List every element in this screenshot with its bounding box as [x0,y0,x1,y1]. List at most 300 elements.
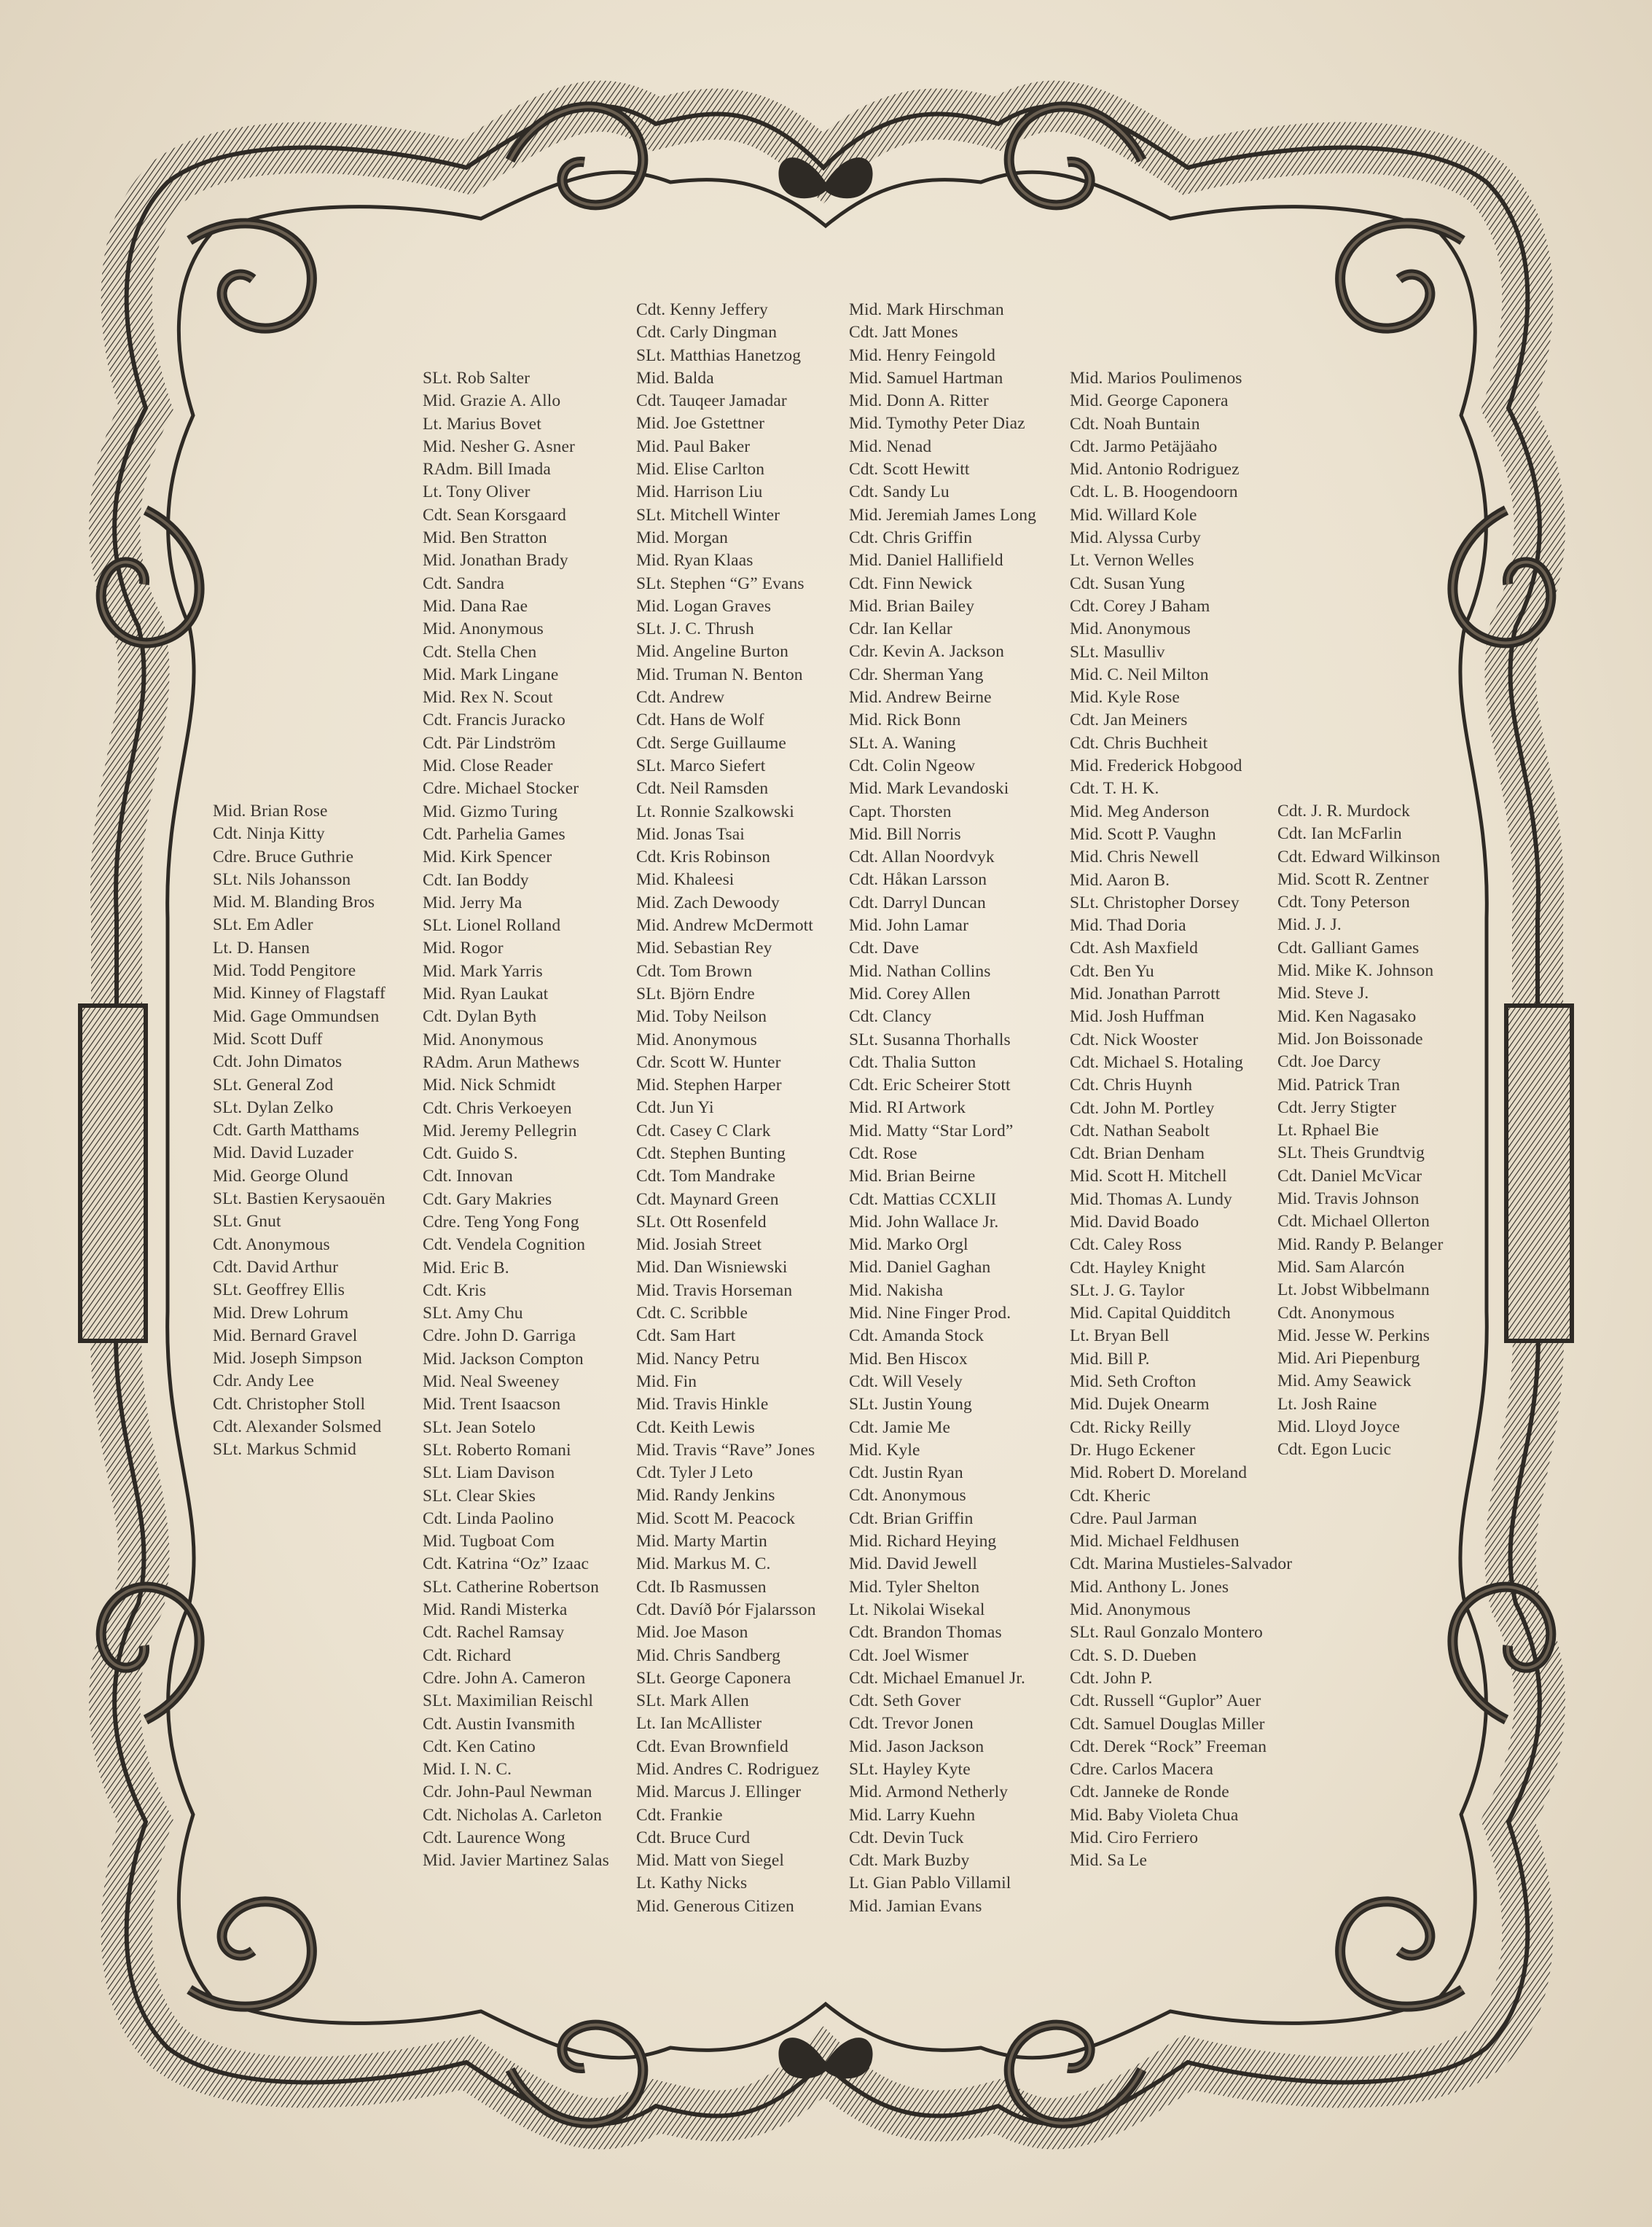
backer-name: Cdt. Stella Chen [423,642,537,662]
backer-name: SLt. Liam Davison [423,1463,555,1483]
backer-name: Cdt. Francis Juracko [423,711,565,730]
backer-name: Mid. Jeremy Pellegrin [423,1121,577,1140]
backer-name: Cdt. Allan Noordvyk [849,848,995,867]
backer-name: Mid. Ari Piepenburg [1277,1349,1420,1369]
backer-name: Cdt. Joe Darcy [1277,1052,1381,1072]
backer-name: Mid. Anonymous [1070,1600,1191,1620]
backer-name: Lt. Kathy Nicks [636,1874,748,1893]
backer-name: Mid. J. J. [1277,915,1342,935]
backer-name: Mid. Larry Kuehn [849,1805,976,1825]
backer-name: Cdt. Sean Korsgaard [423,505,567,525]
backer-name: SLt. Catherine Robertson [423,1577,599,1597]
backer-name: Mid. Marko Orgl [849,1235,968,1255]
backer-name: Cdt. Eric Scheirer Stott [849,1076,1011,1095]
backer-name: Mid. Frederick Hobgood [1070,756,1242,776]
backer-name: Mid. Scott P. Vaughn [1070,824,1216,844]
backer-name: Cdre. Carlos Macera [1070,1760,1214,1780]
backer-name: Cdre. John A. Cameron [423,1668,586,1688]
backer-name: Mid. Robert D. Moreland [1070,1463,1248,1483]
backer-name: Cdt. Linda Paolino [423,1508,555,1528]
backer-name: Cdt. J. R. Murdock [1277,802,1410,821]
backer-name: Cdt. Anonymous [213,1234,330,1254]
backer-name: Cdt. Innovan [423,1167,513,1186]
backer-name: Mid. Randy Jenkins [636,1486,775,1506]
backer-name: SLt. Lionel Rolland [423,916,561,936]
backer-name: Cdt. Joel Wismer [849,1645,969,1665]
backer-name: Cdt. Håkan Larsson [849,870,987,890]
backer-name: Cdt. Keith Lewis [636,1417,755,1437]
backer-name: Mid. Jamian Evans [849,1896,982,1916]
backer-name: Mid. Ryan Laukat [423,985,549,1004]
backer-name: Cdt. Samuel Douglas Miller [1070,1714,1265,1734]
backer-name: Cdt. Kenny Jeffery [636,300,768,319]
backer-name: Cdt. Vendela Cognition [423,1235,586,1255]
backer-name: Cdre. John D. Garriga [423,1326,576,1346]
backer-name: Mid. Drew Lohrum [213,1303,349,1323]
backer-name: Cdt. Brian Griffin [849,1508,974,1528]
backer-name: Cdt. Frankie [636,1805,723,1825]
backer-name: SLt. A. Waning [849,733,956,753]
backer-name: Cdr. Ian Kellar [849,619,952,639]
backer-name: Mid. Ben Hiscox [849,1349,968,1369]
backer-name: Mid. Eric B. [423,1258,509,1277]
name-column-6 [1277,800,1443,1462]
backer-name: Mid. Josiah Street [636,1235,762,1255]
backer-name: Mid. C. Neil Milton [1070,665,1209,684]
backer-name: Cdt. Tom Mandrake [636,1167,775,1186]
name-column-3 [636,299,819,1918]
backer-name: Mid. Chris Newell [1070,848,1199,867]
backer-name: Mid. Javier Martinez Salas [423,1851,609,1871]
backer-name: Cdt. Evan Brownfield [636,1737,788,1756]
name-column-2 [423,367,609,1873]
backer-name: Mid. Seth Crofton [1070,1372,1197,1392]
backer-name: Mid. Josh Huffman [1070,1007,1205,1027]
backer-name: Mid. Joe Gstettner [636,414,765,434]
backer-name: Cdt. Andrew [636,688,725,708]
backer-name: Dr. Hugo Eckener [1070,1440,1195,1460]
backer-name: SLt. Björn Endre [636,984,755,1003]
backer-name: Cdt. Serge Guillaume [636,733,786,753]
backer-name: Mid. Nick Schmidt [423,1076,556,1095]
backer-name: Mid. Brian Beirne [849,1167,976,1186]
backer-name: Mid. Baby Violeta Chua [1070,1805,1239,1825]
backer-name: Cdt. Gary Makries [423,1189,552,1209]
backer-name: Cdre. Bruce Guthrie [213,847,354,866]
backer-name: Mid. Mark Lingane [423,665,559,684]
backer-name: Lt. Vernon Welles [1070,551,1194,571]
backer-name: Cdt. Tony Peterson [1277,893,1410,912]
backer-name: Mid. Jonathan Brady [423,551,568,571]
backer-name: Mid. Jerry Ma [423,893,522,912]
backer-name: Lt. Marius Bovet [423,414,541,434]
backer-name: SLt. Geoffrey Ellis [213,1280,345,1300]
backer-name: Cdt. Russell “Guplor” Auer [1070,1691,1261,1711]
backer-name: Cdt. John P. [1070,1668,1153,1688]
backer-name: Mid. Steve J. [1277,984,1369,1003]
backer-name: Cdt. John Dimatos [213,1052,342,1072]
backer-name: Mid. Ben Stratton [423,528,547,548]
backer-name: Mid. Daniel Gaghan [849,1258,991,1277]
backer-name: Cdt. Chris Buchheit [1070,733,1208,753]
backer-name: Mid. John Lamar [849,916,969,936]
backer-name: Mid. Fin [636,1371,697,1391]
backer-name: Cdt. Anonymous [849,1486,966,1506]
backer-name: Cdt. Jamie Me [849,1417,951,1437]
backer-name: SLt. Rob Salter [423,369,531,388]
backer-name: Cdt. Mark Buzby [849,1851,970,1871]
backer-name: Cdt. Nathan Seabolt [1070,1121,1210,1140]
backer-name: Cdt. Kris [423,1280,487,1300]
backer-name: Mid. David Jewell [849,1554,977,1574]
backer-name: Mid. Paul Baker [636,437,751,456]
backer-name: Mid. Sebastian Rey [636,939,772,958]
backer-name: Mid. Rick Bonn [849,711,961,730]
backer-name: Mid. John Wallace Jr. [849,1212,999,1232]
backer-name: Mid. Joseph Simpson [213,1349,362,1369]
backer-name: Lt. Jobst Wibbelmann [1277,1280,1430,1300]
backer-name: Mid. Dana Rae [423,596,528,616]
backer-name: Mid. Rex N. Scout [423,688,553,708]
backer-name: Cdt. Jun Yi [636,1098,714,1118]
backer-name: Mid. Ciro Ferriero [1070,1828,1199,1847]
backer-name: Mid. Gizmo Turing [423,802,558,821]
backer-name: Mid. Tyler Shelton [849,1577,980,1597]
backer-name: Cdt. Hayley Knight [1070,1258,1206,1277]
backer-name: Mid. Nancy Petru [636,1349,760,1369]
backer-name: Cdt. Pär Lindström [423,733,556,753]
backer-name: Cdt. Christopher Stoll [213,1394,366,1414]
backer-name: Mid. Patrick Tran [1277,1075,1401,1095]
backer-name: Mid. Ken Nagasako [1277,1006,1417,1026]
backer-name: Cdt. Noah Buntain [1070,414,1200,434]
backer-name: Mid. Matt von Siegel [636,1851,785,1871]
backer-name: SLt. General Zod [213,1075,334,1095]
backer-name: Mid. Joe Mason [636,1623,748,1643]
backer-name: SLt. Em Adler [213,915,313,935]
name-column-5 [1070,367,1292,1873]
backer-name: Cdt. Dylan Byth [423,1007,537,1027]
backer-name: Mid. Antonio Rodriguez [1070,460,1240,480]
backer-name: Mid. Thomas A. Lundy [1070,1189,1232,1209]
backer-name: Cdt. Stephen Bunting [636,1143,786,1163]
backer-name: Mid. Kyle [849,1440,920,1460]
backer-name: Lt. D. Hansen [213,938,310,958]
backer-name: Mid. Jonathan Parrott [1070,985,1221,1004]
backer-name: Mid. I. N. C. [423,1760,512,1780]
backer-name: Cdt. C. Scribble [636,1304,748,1323]
backer-name: Cdt. Sam Hart [636,1326,736,1346]
backer-name: SLt. Mitchell Winter [636,505,780,525]
backer-name: Cdt. Will Vesely [849,1371,963,1391]
backer-name: Cdt. Michael Emanuel Jr. [849,1668,1025,1688]
backer-name: Mid. Matty “Star Lord” [849,1121,1014,1140]
backer-name: Cdr. Andy Lee [213,1371,315,1391]
backer-name: Cdt. Scott Hewitt [849,460,970,480]
backer-name: Cdt. Parhelia Games [423,824,565,844]
backer-name: Cdt. Brandon Thomas [849,1623,1002,1643]
backer-name: Cdt. Maynard Green [636,1189,779,1209]
backer-name: Mid. Samuel Hartman [849,368,1003,388]
backer-name: Cdt. Carly Dingman [636,323,778,343]
backer-name: Cdt. Ash Maxfield [1070,939,1198,958]
backer-name: Cdt. Galliant Games [1277,938,1420,958]
backer-name: Mid. Stephen Harper [636,1076,782,1095]
backer-name: Mid. RI Artwork [849,1098,966,1118]
backer-name: Mid. Bill Norris [849,824,961,844]
backer-name: Mid. Marcus J. Ellinger [636,1782,802,1802]
backer-name: Cdt. Devin Tuck [849,1828,964,1847]
backer-name: Mid. Michael Feldhusen [1070,1532,1240,1551]
backer-name: Cdt. Hans de Wolf [636,711,764,730]
backer-name: Mid. Mark Yarris [423,961,543,981]
backer-name: Mid. Scott H. Mitchell [1070,1167,1227,1186]
backer-name: Cdt. Mattias CCXLII [849,1189,997,1209]
backer-name: Mid. Sa Le [1070,1851,1148,1871]
backer-name: Cdt. L. B. Hoogendoorn [1070,482,1238,502]
backer-name: Mid. Gage Ommundsen [213,1006,380,1026]
backer-name: Mid. Trent Isaacson [423,1395,561,1414]
backer-name: Mid. Andrew Beirne [849,688,992,708]
backer-name: Cdt. Darryl Duncan [849,893,986,912]
backer-name: Mid. Dujek Onearm [1070,1395,1210,1414]
backer-name: Mid. Jeremiah James Long [849,505,1036,525]
backer-name: Cdt. Trevor Jonen [849,1714,974,1734]
backer-name: Mid. Harrison Liu [636,482,763,502]
backer-name: Mid. Todd Pengitore [213,961,356,981]
backer-name: Lt. Rphael Bie [1277,1121,1379,1140]
backer-name: Cdt. Austin Ivansmith [423,1714,576,1734]
backer-name: SLt. Justin Young [849,1395,972,1414]
backer-name: Cdt. Chris Verkoeyen [423,1098,572,1118]
backer-name: SLt. Theis Grundtvig [1277,1143,1425,1163]
backer-name: Cdt. Brian Denham [1070,1144,1205,1164]
backer-name: Cdt. Jan Meiners [1070,711,1188,730]
backer-name: Cdt. T. H. K. [1070,779,1159,799]
backer-name: Cdre. Paul Jarman [1070,1508,1197,1528]
backer-name: Cdt. Sandra [423,574,505,593]
backer-name: Cdt. Tyler J Leto [636,1463,753,1483]
backer-name: SLt. Roberto Romani [423,1440,571,1460]
backer-name: Mid. Toby Neilson [636,1007,767,1027]
backer-name: Cdt. Neil Ramsden [636,779,769,799]
backer-name: Cdt. Dave [849,939,920,958]
backer-name: Cdt. Caley Ross [1070,1235,1182,1255]
backer-name: Mid. Scott M. Peacock [636,1508,796,1528]
backer-name: SLt. Susanna Thorhalls [849,1030,1011,1049]
name-column-4 [849,299,1036,1918]
backer-name: Mid. Dan Wisniewski [636,1258,788,1277]
backer-name: Mid. Corey Allen [849,984,971,1003]
backer-name: Cdt. Alexander Solsmed [213,1417,382,1437]
backer-name: Cdt. Ricky Reilly [1070,1417,1191,1437]
backer-name: Cdt. Bruce Curd [636,1828,751,1847]
backer-name: Cdt. S. D. Dueben [1070,1645,1197,1665]
backer-name: Mid. Daniel Hallifield [849,551,1003,571]
backer-name: Mid. Randi Misterka [423,1600,568,1620]
backer-name: Mid. Willard Kole [1070,505,1197,525]
backer-name: Mid. Kyle Rose [1070,688,1180,708]
backer-name: Mid. Aaron B. [1070,870,1170,890]
backer-name: Cdt. Guido S. [423,1144,518,1164]
backer-name: Cdt. Michael Ollerton [1277,1212,1430,1232]
backer-name: Cdt. Richard [423,1645,512,1665]
backer-name: Cdt. Colin Ngeow [849,756,976,775]
backer-name: Cdt. Rachel Ramsay [423,1623,565,1643]
backer-name: Mid. Brian Bailey [849,596,975,616]
backer-name: Mid. Nine Finger Prod. [849,1304,1011,1323]
backer-name: SLt. J. C. Thrush [636,619,754,639]
backer-name: Mid. Bernard Gravel [213,1326,358,1345]
backer-name: Cdt. Janneke de Ronde [1070,1782,1229,1802]
backer-name: Lt. Josh Raine [1277,1394,1377,1414]
backer-name: SLt. Ott Rosenfeld [636,1212,767,1232]
backer-name: SLt. Masulliv [1070,642,1165,662]
backer-name: Mid. Jason Jackson [849,1737,984,1756]
backer-name: Mid. Anonymous [423,1030,544,1049]
backer-name: Cdt. Marina Mustieles-Salvador [1070,1554,1293,1574]
backer-name: Mid. Markus M. C. [636,1554,771,1574]
backer-name: Mid. Anonymous [1070,619,1191,639]
backer-name: Mid. George Caponera [1070,391,1229,411]
backer-name: Cdr. Kevin A. Jackson [849,642,1004,662]
backer-name: Lt. Ronnie Szalkowski [636,802,794,821]
backer-name: Cdt. Katrina “Oz” Izaac [423,1554,590,1574]
backer-name: Mid. Travis Hinkle [636,1395,769,1414]
backer-name: RAdm. Arun Mathews [423,1052,580,1072]
backer-name: Mid. Logan Graves [636,596,772,616]
backer-name: Cdr. Scott W. Hunter [636,1052,781,1072]
backer-name: SLt. Dylan Zelko [213,1097,334,1117]
backer-name: Cdt. Ib Rasmussen [636,1577,767,1597]
backer-name: Cdre. Michael Stocker [423,779,579,799]
backer-name: Mid. Tugboat Com [423,1532,555,1551]
backer-name: Mid. Travis “Rave” Jones [636,1440,815,1460]
backer-name: Mid. Anonymous [423,619,544,639]
backer-name: Mid. Scott Duff [213,1029,323,1049]
backer-name: Mid. M. Blanding Bros [213,893,375,912]
backer-name: SLt. George Caponera [636,1668,791,1688]
backer-name: SLt. Bastien Kerysaouën [213,1189,385,1209]
backer-name: Mid. Sam Alarcón [1277,1257,1405,1277]
backer-name: Mid. David Luzader [213,1143,354,1163]
backer-name: Mid. Andrew McDermott [636,916,813,936]
backer-name: Cdt. Tom Brown [636,961,753,981]
backer-name: Mid. Anthony L. Jones [1070,1577,1229,1597]
backer-name: Cdt. Davíð Þór Fjalarsson [636,1600,816,1619]
backer-name: Cdt. Rose [849,1143,917,1163]
backer-name: Cdt. Seth Gover [849,1691,961,1711]
backer-name: Mid. Randy P. Belanger [1277,1234,1444,1254]
backer-name: SLt. Stephen “G” Evans [636,574,805,593]
backer-name: Cdt. John M. Portley [1070,1098,1215,1118]
backer-name: Mid. Andres C. Rodriguez [636,1760,820,1779]
backer-name: Cdr. John-Paul Newman [423,1782,592,1802]
backer-name: Cdt. Tauqeer Jamadar [636,391,787,411]
backer-name: Lt. Tony Oliver [423,482,531,502]
backer-name: Cdr. Sherman Yang [849,665,984,684]
backer-name: SLt. Marco Siefert [636,756,766,775]
backer-name: SLt. Gnut [213,1212,281,1232]
backer-name: Cdt. Thalia Sutton [849,1052,976,1072]
backer-name: Cdt. Ninja Kitty [213,824,325,844]
backer-name: Mid. Nathan Collins [849,961,991,981]
backer-name: Cdt. Nicholas A. Carleton [423,1805,602,1825]
backer-name: Cdt. Casey C Clark [636,1121,771,1140]
backer-name: Mid. Brian Rose [213,802,328,821]
backer-name: Cdt. Ben Yu [1070,961,1154,981]
backer-name: Mid. Kinney of Flagstaff [213,984,385,1003]
backer-name: Mid. Nenad [849,437,932,456]
backer-name: Mid. Nakisha [849,1280,944,1300]
backer-name: Mid. Capital Quidditch [1070,1304,1231,1323]
backer-name: Cdt. Ian McFarlin [1277,824,1402,844]
backer-name: Cdt. Clancy [849,1007,932,1027]
backer-name: Mid. Jackson Compton [423,1349,584,1369]
backer-name: SLt. Nils Johansson [213,869,351,889]
backer-name: Mid. Rogor [423,939,504,958]
backer-name: Capt. Thorsten [849,802,952,821]
backer-name: Mid. Kirk Spencer [423,848,552,867]
backer-name: Cdt. Edward Wilkinson [1277,847,1441,866]
backer-name: Mid. Khaleesi [636,870,735,890]
backer-name: Mid. Mark Hirschman [849,300,1004,319]
backer-name: Mid. Jesse W. Perkins [1277,1326,1430,1345]
backer-name: Lt. Bryan Bell [1070,1326,1170,1346]
backer-name: Cdt. Justin Ryan [849,1463,963,1483]
backer-name: Cdt. Ian Boddy [423,870,529,890]
backer-name: Lt. Gian Pablo Villamil [849,1874,1011,1893]
backer-name: Mid. Neal Sweeney [423,1372,560,1392]
backer-name: Cdt. Kheric [1070,1486,1151,1506]
backer-name: Cdt. Garth Matthams [213,1121,359,1140]
backer-name: SLt. Raul Gonzalo Montero [1070,1623,1263,1643]
backer-name: SLt. Maximilian Reischl [423,1691,594,1711]
backer-name: Cdt. Laurence Wong [423,1828,565,1847]
backer-name: Mid. Scott R. Zentner [1277,869,1429,889]
backer-name: Mid. Lloyd Joyce [1277,1417,1401,1437]
backer-name: Cdt. Derek “Rock” Freeman [1070,1737,1267,1756]
backer-name: Mid. Grazie A. Allo [423,391,561,411]
backer-name: Mid. Meg Anderson [1070,802,1210,821]
backer-name: Mid. Anonymous [636,1030,757,1049]
backer-name: Cdt. David Arthur [213,1257,339,1277]
name-column-1 [213,800,385,1462]
backer-name: Mid. Jonas Tsai [636,824,745,844]
backer-name: Cdt. Finn Newick [849,574,973,593]
backer-name: SLt. Clear Skies [423,1486,536,1506]
backer-name: Mid. George Olund [213,1166,348,1186]
backer-name: SLt. Markus Schmid [213,1440,356,1460]
backer-name: Mid. Balda [636,368,714,388]
backer-name: Mid. Bill P. [1070,1349,1150,1369]
backer-name: SLt. Jean Sotelo [423,1417,536,1437]
backer-name: Cdt. Nick Wooster [1070,1030,1199,1049]
backer-name: Mid. Travis Johnson [1277,1189,1420,1209]
backer-name: Mid. Henry Feingold [849,345,995,365]
backer-name: SLt. Christopher Dorsey [1070,893,1240,912]
backer-name: Lt. Nikolai Wisekal [849,1600,985,1619]
backer-name: Cdt. Chris Griffin [849,528,973,547]
backer-name: Mid. Chris Sandberg [636,1645,780,1665]
backer-name: SLt. J. G. Taylor [1070,1280,1185,1300]
backer-name: SLt. Matthias Hanetzog [636,345,802,365]
backer-name: Mid. Travis Horseman [636,1280,793,1300]
backer-name: Mid. Truman N. Benton [636,665,803,684]
backer-name: Cdre. Teng Yong Fong [423,1212,579,1232]
backer-name: Mid. Tymothy Peter Diaz [849,414,1025,434]
backer-name: Cdt. Ken Catino [423,1737,536,1756]
